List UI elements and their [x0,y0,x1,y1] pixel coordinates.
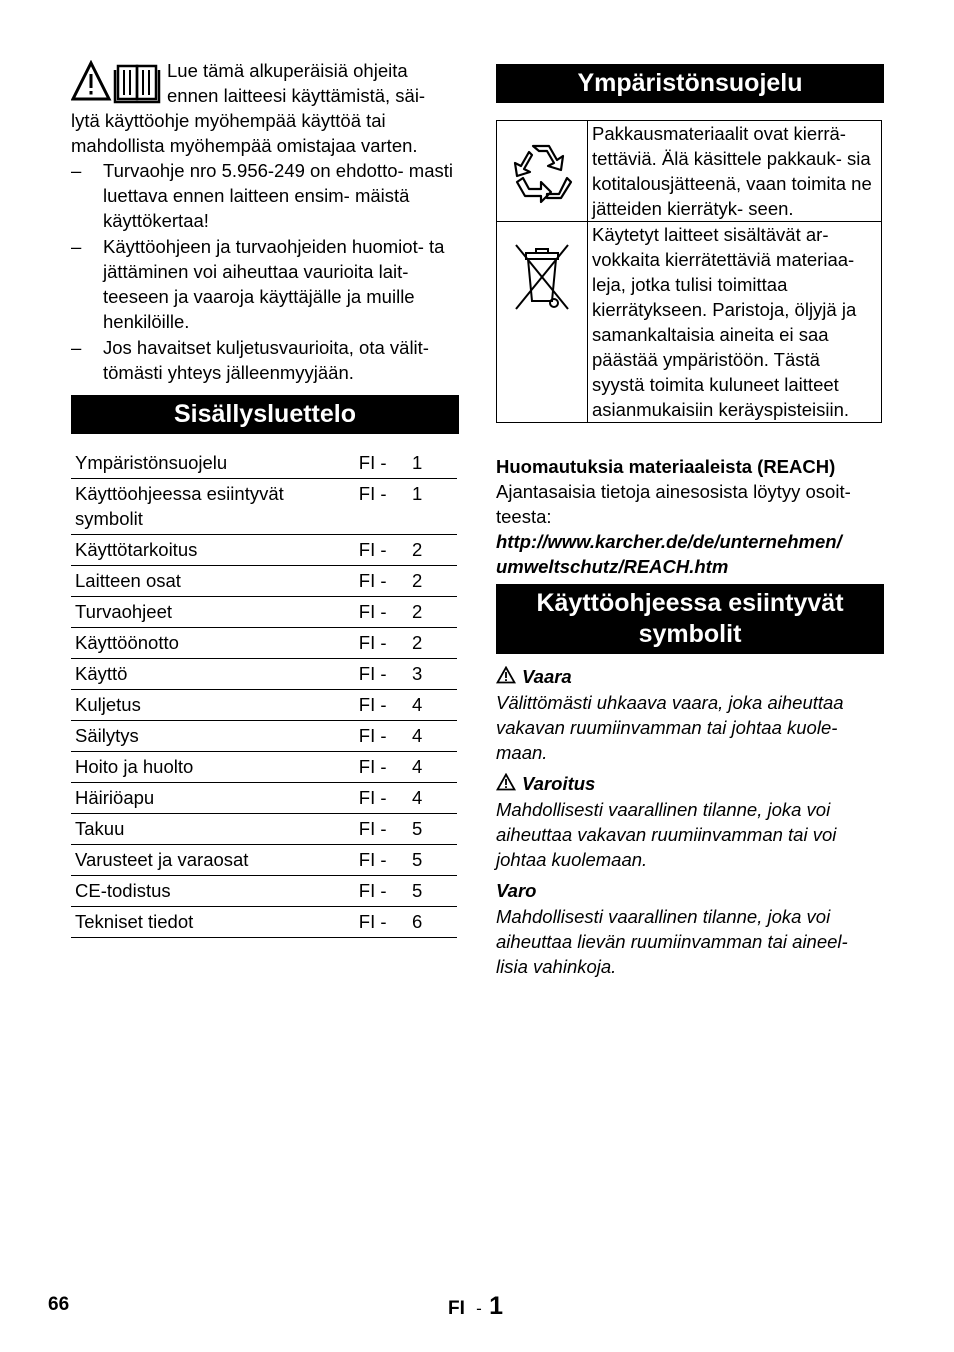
toc-entry-page: 6 [402,907,457,938]
table-row [497,222,882,423]
reach-section [496,454,884,579]
table-row[interactable] [71,566,457,597]
list-item: – Käyttöohjeen ja turvaohjeiden huomiot- ta jättäminen voi aiheuttaa vaurioita lait- teeseen ja vaaroja käyttäjälle ja muille henkilöille. [71,236,445,332]
toc-entry-prefix: FI - [355,628,402,659]
table-row[interactable] [71,659,457,690]
weee-text: Käytetyt laitteet sisältävät ar- vokkaita kierrätettäviä materiaa- leja, jotka tulisi toimittaa kierrätykseen. Paristoja, öljyjä ja samankaltaisia aineita ei saa päästää ympäristöön. Tästä syystä toimita kuluneet laitteet asianmukaisiin keräyspisteisiin. [588,222,882,423]
symbols-section [496,664,884,979]
toc-entry-name: Hoito ja huolto [71,752,355,783]
danger-label: Vaara [522,666,572,687]
recycle-text: Pakkausmateriaalit ovat kierrä- tettäviä. Älä käsittele pakkauk- sia kotitalousjätteenä, vaan toimita ne jätteiden kierrätyk- seen. [588,121,882,222]
caution-text: Mahdollisesti vaarallinen tilanne, joka voi aiheuttaa lievän ruumiinvamman tai aineel- lisia vahinkoja. [496,906,848,977]
reach-text: Ajantasaisia tietoja ainesosista löytyy osoit- teesta: [496,481,851,527]
table-row[interactable] [71,876,457,907]
warning-label-row [496,771,884,796]
safety-bullets [71,158,459,386]
warning-label: Varoitus [522,773,596,794]
warning-triangle-icon [496,666,516,684]
env-heading: Ympäristönsuojelu [496,64,884,103]
toc-entry-name: Käyttö [71,659,355,690]
env-table [496,120,882,423]
toc-entry-name: Tekniset tiedot [71,907,355,938]
toc-table [71,448,457,938]
danger-text: Välittömästi uhkaava vaara, joka aiheuttaa vakavan ruumiinvamman tai johtaa kuole- maan. [496,692,844,763]
toc-entry-page: 2 [402,566,457,597]
toc-entry-prefix: FI - [355,566,402,597]
table-row[interactable] [71,535,457,566]
toc-entry-page: 2 [402,628,457,659]
toc-entry-prefix: FI - [355,907,402,938]
toc-entry-name: Häiriöapu [71,783,355,814]
toc-entry-prefix: FI - [355,783,402,814]
toc-entry-name: Säilytys [71,721,355,752]
list-item: – Turvaohje nro 5.956-249 on ehdotto- masti luettava ennen laitteen ensim- mäistä käyttökertaa! [71,160,454,231]
toc-entry-page: 2 [402,597,457,628]
toc-entry-name: Takuu [71,814,355,845]
warning-manual-icon [71,60,161,104]
table-row[interactable] [71,628,457,659]
toc-entry-page: 1 [402,479,457,535]
footer-sep: - [476,1299,482,1318]
table-row[interactable] [71,479,457,535]
toc-entry-name: Ympäristönsuojelu [71,448,355,479]
warning-triangle-icon [496,773,516,791]
toc-entry-name: CE-todistus [71,876,355,907]
toc-entry-name: Kuljetus [71,690,355,721]
toc-entry-name: Käyttötarkoitus [71,535,355,566]
toc-entry-prefix: FI - [355,448,402,479]
footer-lang: FI [448,1298,465,1319]
footer-locator [448,1292,503,1321]
toc-entry-page: 5 [402,814,457,845]
toc-entry-prefix: FI - [355,845,402,876]
intro [71,58,459,158]
list-item: – Jos havaitset kuljetusvaurioita, ota välit- tömästi yhteys jälleenmyyjään. [71,337,429,383]
toc-entry-page: 5 [402,876,457,907]
table-row[interactable] [71,721,457,752]
toc-heading: Sisällysluettelo [71,395,459,434]
toc-entry-page: 1 [402,448,457,479]
toc-entry-page: 3 [402,659,457,690]
toc-entry-prefix: FI - [355,479,402,535]
toc-entry-name: Laitteen osat [71,566,355,597]
crossed-bin-icon [512,239,572,315]
toc-entry-prefix: FI - [355,876,402,907]
toc-entry-name: Käyttöohjeessa esiintyvät symbolit [71,479,355,535]
toc-entry-page: 4 [402,752,457,783]
symbols-heading: Käyttöohjeessa esiintyvät symbolit [496,584,884,654]
table-row[interactable] [71,814,457,845]
caution-label: Varo [496,880,537,901]
table-row[interactable] [71,448,457,479]
table-row[interactable] [71,597,457,628]
table-row[interactable] [71,752,457,783]
recycle-icon [503,136,581,214]
table-row[interactable] [71,907,457,938]
table-row [497,121,882,222]
toc-entry-page: 4 [402,783,457,814]
intro-line-a: Lue tämä alkuperäisiä ohjeita [167,60,408,81]
weee-cell [497,222,588,423]
danger-label-row [496,664,884,689]
toc-entry-name: Turvaohjeet [71,597,355,628]
toc-entry-page: 4 [402,721,457,752]
toc-entry-name: Käyttöönotto [71,628,355,659]
toc-entry-name: Varusteet ja varaosat [71,845,355,876]
intro-rest: lytä käyttöohje myöhempää käyttöä tai mahdollista myöhempää omistajaa varten. [71,110,418,156]
toc-entry-page: 5 [402,845,457,876]
toc-entry-prefix: FI - [355,721,402,752]
toc-entry-prefix: FI - [355,535,402,566]
toc-entry-page: 4 [402,690,457,721]
toc-entry-page: 2 [402,535,457,566]
reach-title: Huomautuksia materiaaleista (REACH) [496,456,836,477]
toc-entry-prefix: FI - [355,597,402,628]
toc-entry-prefix: FI - [355,659,402,690]
toc-entry-prefix: FI - [355,752,402,783]
toc-entry-prefix: FI - [355,690,402,721]
footer-local-page: 1 [489,1292,504,1320]
table-row[interactable] [71,845,457,876]
page-number: 66 [48,1294,70,1315]
table-row[interactable] [71,783,457,814]
intro-line-b: ennen laitteesi käyttämistä, säi- [167,85,426,106]
reach-url[interactable]: http://www.karcher.de/de/unternehmen/ umweltschutz/REACH.htm [496,531,842,577]
recycle-cell [497,121,588,222]
table-row[interactable] [71,690,457,721]
toc-entry-prefix: FI - [355,814,402,845]
warning-text: Mahdollisesti vaarallinen tilanne, joka voi aiheuttaa vakavan ruumiinvamman tai voi johtaa kuolemaan. [496,799,837,870]
